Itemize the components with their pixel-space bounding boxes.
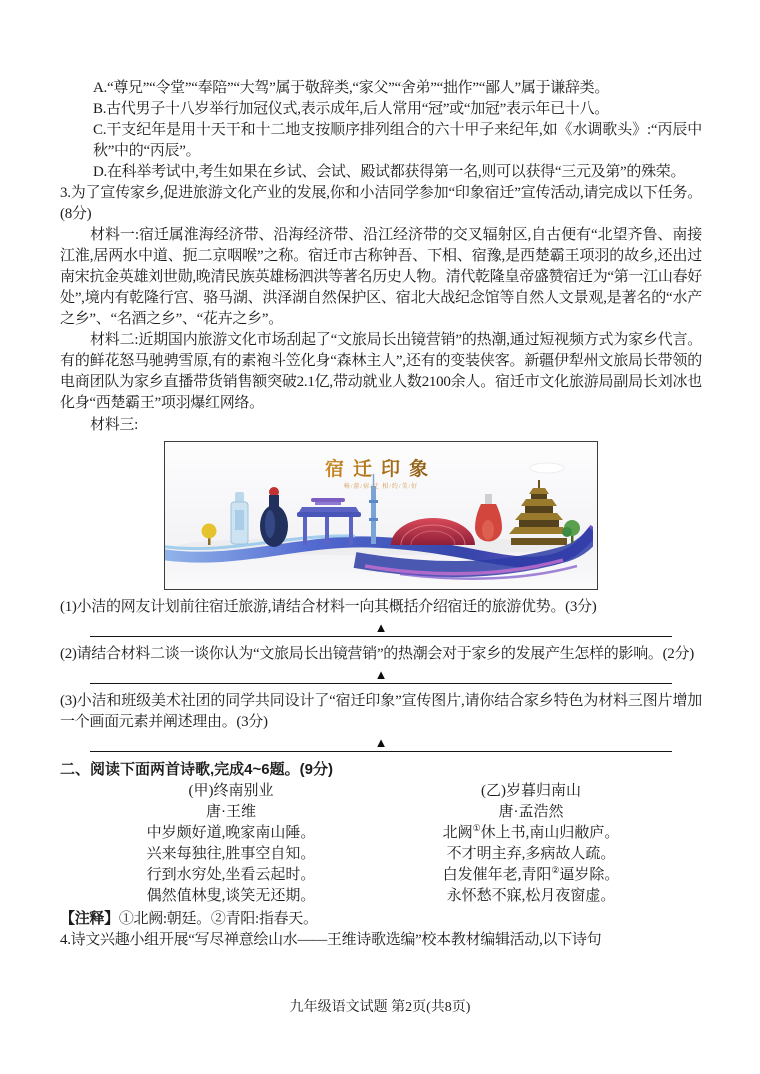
sub-question-3: (3)小洁和班级美术社团的同学共同设计了“宿迁印象”宣传图片,请你结合家乡特色为材料三图片增加一个画面元素并阐述理由。(3分)	[60, 693, 702, 730]
poster-art	[165, 442, 593, 586]
material-2: 材料二:近期国内旅游文化市场刮起了“文旅局长出镜营销”的热潮,通过短视频方式为家乡代言。有的鲜花怒马驰骋雪原,有的素袍斗笠化身“森林主人”,还有的变装侠客。新疆伊犁州文旅局长带领的电商团队为家乡直播带货销售额突破2.1亿,带动就业人数2100余人。宿迁市文化旅游局副局长刘冰也化身“西楚霸王”项羽爆红网络。	[60, 332, 702, 411]
question-4: 4.诗文兴趣小组开展“写尽禅意绘山水——王维诗歌选编”校本教材编辑活动,以下诗句	[60, 932, 602, 948]
answer-line-3	[90, 734, 672, 752]
poem-yi-line: 北阙①休上书,南山归敝庐。	[442, 823, 620, 841]
sub-question-2: (2)请结合材料二谈一谈你认为“文旅局长出镜营销”的热潮会对于家乡的发展产生怎样的影响。(2分)	[60, 646, 694, 662]
page-footer: 九年级语文试题 第2页(共8页)	[289, 1000, 471, 1015]
section-2-heading: 二、阅读下面两首诗歌,完成4~6题。(9分)	[60, 761, 333, 778]
poem-yi-author: 唐·孟浩然	[498, 804, 564, 820]
answer-line-1	[90, 619, 672, 637]
poem-jia	[81, 781, 381, 907]
poem-jia-line: 行到水穷处,坐看云起时。	[146, 867, 316, 883]
poems-row	[81, 781, 681, 907]
option-c: C.干支纪年是用十天干和十二地支按顺序排列组合的六十甲子来纪年,如《水调歌头》:“丙辰中秋”中的“丙辰”。	[93, 122, 702, 159]
tower	[371, 486, 376, 544]
poem-jia-line: 中岁颇好道,晚家南山陲。	[146, 825, 316, 841]
poem-yi	[381, 781, 681, 907]
poem-yi-line: 白发催年老,青阳②逼岁除。	[442, 865, 620, 883]
option-d: D.在科举考试中,考生如果在乡试、会试、殿试都获得第一名,则可以获得“三元及第”的殊荣。	[93, 164, 686, 180]
poem-notes	[60, 908, 702, 930]
option-a: A.“尊兄”“令堂”“奉陪”“大驾”属于敬辞类,“家父”“舍弟”“拙作”“鄙人”属于谦辞类。	[93, 80, 610, 96]
suqian-poster-image	[164, 441, 598, 590]
answer-line-2	[90, 666, 672, 684]
note-ref-2: ②	[551, 865, 560, 875]
yellow-tree	[202, 524, 217, 539]
sub-question-1: (1)小洁的网友计划前往宿迁旅游,请结合材料一向其概括介绍宿迁的旅游优势。(3分)	[60, 599, 597, 615]
note-ref-1: ①	[472, 823, 481, 833]
option-b: B.古代男子十八岁举行加冠仪式,表示成年,后人常用“冠”或“加冠”表示年已十八。	[93, 101, 609, 117]
poem-jia-author: 唐·王维	[206, 804, 256, 820]
answer-marker-icon: ▲	[374, 667, 388, 682]
answer-marker-icon: ▲	[374, 735, 388, 750]
material-1: 材料一:宿迁属淮海经济带、沿海经济带、沿江经济带的交叉辐射区,自古便有“北望齐鲁、南接江淮,居两水中道、扼二京咽喉”之称。宿迁市古称钟吾、下相、宿豫,是西楚霸王项羽的故乡,还出过南宋抗金英雄刘世勋,晚清民族英雄杨泗洪等著名历史人物。清代乾隆皇帝盛赞宿迁为“第一江山春好处”,境内有乾隆行宫、骆马湖、洪泽湖自然保护区、宿北大战纪念馆等自然人文景观,是著名的“水产之乡”、“名酒之乡”、“花卉之乡”。	[60, 227, 702, 327]
archway	[299, 507, 359, 512]
material-3-label: 材料三:	[90, 417, 138, 433]
question-3: 3.为了宣传家乡,促进旅游文化产业的发展,你和小洁同学参加“印象宿迁”宣传活动,请完成以下任务。(8分)	[60, 185, 702, 222]
pagoda	[511, 538, 567, 545]
poster-fine-print: ·· ···· ·· ······ ···· ·· ····	[362, 569, 400, 574]
answer-marker-icon: ▲	[374, 620, 388, 635]
poster-subtitle: 畅/游/宿/迁 相/约/美/好	[343, 484, 419, 490]
poster-title: 宿迁印象	[324, 459, 438, 480]
poem-jia-title: (甲)终南别业	[188, 783, 274, 799]
notes-label: 【注释】	[60, 910, 119, 927]
poem-jia-line: 兴来每独往,胜事空自知。	[146, 846, 316, 862]
poem-yi-line: 不才明主弃,多病故人疏。	[446, 846, 616, 862]
poem-jia-line: 偶然值林叟,谈笑无还期。	[146, 888, 316, 904]
cloud	[530, 463, 564, 473]
poem-yi-title: (乙)岁暮归南山	[481, 783, 581, 799]
notes-text: ①北阙:朝廷。②青阳:指春天。	[118, 911, 318, 927]
poem-yi-line: 永怀愁不寐,松月夜窗虚。	[446, 888, 616, 904]
